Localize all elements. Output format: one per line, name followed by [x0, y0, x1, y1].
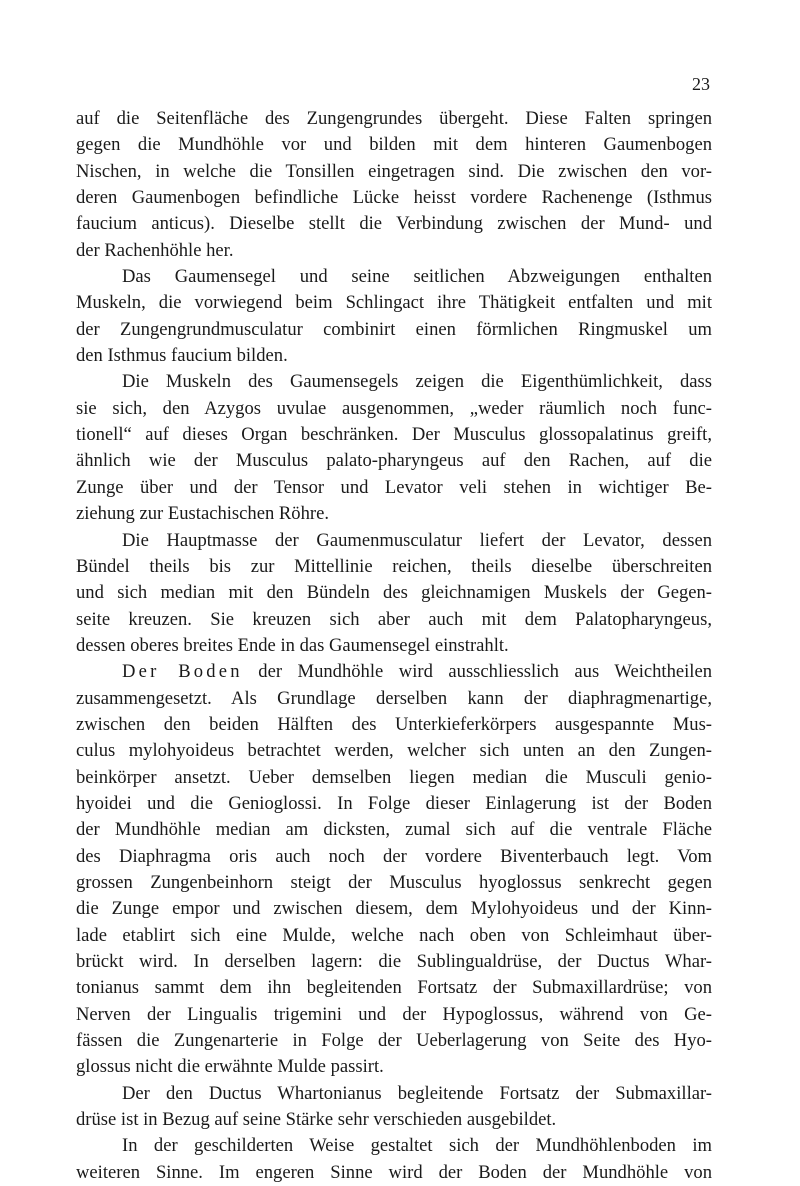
text-line: glossus nicht die erwähnte Mulde passirt. — [76, 1056, 384, 1078]
text-line: In der geschilderten Weise gestaltet sich der Mundhöhlenboden im — [122, 1135, 712, 1157]
text-line: der Rachenhöhle her. — [76, 239, 234, 261]
text-line: dessen oberes breites Ende in das Gaumensegel einstrahlt. — [76, 634, 509, 656]
text-line: zusammengesetzt. Als Grundlage derselben kann der diaphragmenartige, — [76, 687, 712, 709]
text-line: deren Gaumenbogen befindliche Lücke heisst vordere Rachenenge (Isthmus — [76, 187, 712, 209]
text-line: seite kreuzen. Sie kreuzen sich aber auch mit dem Palatopharyngeus, — [76, 608, 712, 630]
text-line: auf die Seitenfläche des Zungengrundes übergeht. Diese Falten springen — [76, 108, 712, 129]
text-line — [76, 659, 712, 685]
text-line: Zunge über und der Tensor und Levator veli stehen in wichtiger Be- — [76, 476, 712, 498]
text-line: tonianus sammt dem ihn begleitenden Fortsatz der Submaxillardrüse; von — [76, 977, 712, 999]
text-line-rest: der Mundhöhle wird ausschliesslich aus Weichtheilen — [258, 661, 712, 683]
text-line: ziehung zur Eustachischen Röhre. — [76, 503, 329, 525]
text-line: brückt wird. In derselben lagern: die Sublingualdrüse, der Ductus Whar- — [76, 951, 712, 972]
text-line: Muskeln, die vorwiegend beim Schlingact ihre Thätigkeit entfalten und mit — [76, 292, 712, 314]
text-line: Bündel theils bis zur Mittellinie reichen, theils dieselbe überschreiten — [76, 555, 712, 577]
text-line: culus mylohyoideus betrachtet werden, welcher sich unten an den Zungen- — [76, 740, 712, 762]
text-line: fässen die Zungenarterie in Folge der Ueberlagerung von Seite des Hyo- — [76, 1030, 712, 1052]
text-line: faucium anticus). Dieselbe stellt die Verbindung zwischen der Mund- und — [76, 213, 712, 235]
spaced-heading-term: Der Boden — [122, 661, 243, 683]
text-line: drüse ist in Bezug auf seine Stärke sehr verschieden ausgebildet. — [76, 1109, 557, 1131]
text-line: den Isthmus faucium bilden. — [76, 345, 288, 367]
text-line: Nischen, in welche die Tonsillen eingetragen sind. Die zwischen den vor- — [76, 160, 712, 182]
body-text — [76, 106, 712, 1186]
text-line: und sich median mit den Bündeln des gleichnamigen Muskels der Gegen- — [76, 582, 712, 604]
page-number: 23 — [692, 74, 710, 94]
text-line: sie sich, den Azygos uvulae ausgenommen, „weder räumlich noch func- — [76, 397, 712, 419]
text-line: der Zungengrundmusculatur combinirt einen förmlichen Ringmuskel um — [76, 318, 712, 340]
text-line: Die Hauptmasse der Gaumenmusculatur liefert der Levator, dessen — [122, 529, 712, 551]
text-line: weiteren Sinne. Im engeren Sinne wird der Boden der Mundhöhle von — [76, 1161, 712, 1183]
text-line: hyoidei und die Genioglossi. In Folge dieser Einlagerung ist der Boden — [76, 792, 712, 814]
text-line: Nerven der Lingualis trigemini und der Hypoglossus, während von Ge- — [76, 1003, 712, 1025]
text-line: ähnlich wie der Musculus palato-pharyngeus auf den Rachen, auf die — [76, 450, 712, 472]
text-line: des Diaphragma oris auch noch der vordere Biventerbauch legt. Vom — [76, 845, 712, 867]
text-line: Der den Ductus Whartonianus begleitende Fortsatz der Submaxillar- — [122, 1082, 712, 1104]
text-line: gegen die Mundhöhle vor und bilden mit dem hinteren Gaumenbogen — [76, 134, 712, 156]
text-line: der Mundhöhle median am dicksten, zumal sich auf die ventrale Fläche — [76, 819, 712, 841]
text-line: zwischen den beiden Hälften des Unterkieferkörpers ausgespannte Mus- — [76, 713, 712, 735]
text-line: tionell“ auf dieses Organ beschränken. Der Musculus glossopalatinus greift, — [76, 424, 712, 446]
text-line: Die Muskeln des Gaumensegels zeigen die Eigenthümlichkeit, dass — [122, 371, 712, 393]
text-line: beinkörper ansetzt. Ueber demselben liegen median die Musculi genio- — [76, 766, 712, 788]
text-line: Das Gaumensegel und seine seitlichen Abzweigungen enthalten — [122, 266, 712, 288]
text-line: grossen Zungenbeinhorn steigt der Musculus hyoglossus senkrecht gegen — [76, 871, 712, 893]
text-line: die Zunge empor und zwischen diesem, dem Mylohyoideus und der Kinn- — [76, 898, 712, 920]
text-line: lade etablirt sich eine Mulde, welche nach oben von Schleimhaut über- — [76, 924, 712, 946]
